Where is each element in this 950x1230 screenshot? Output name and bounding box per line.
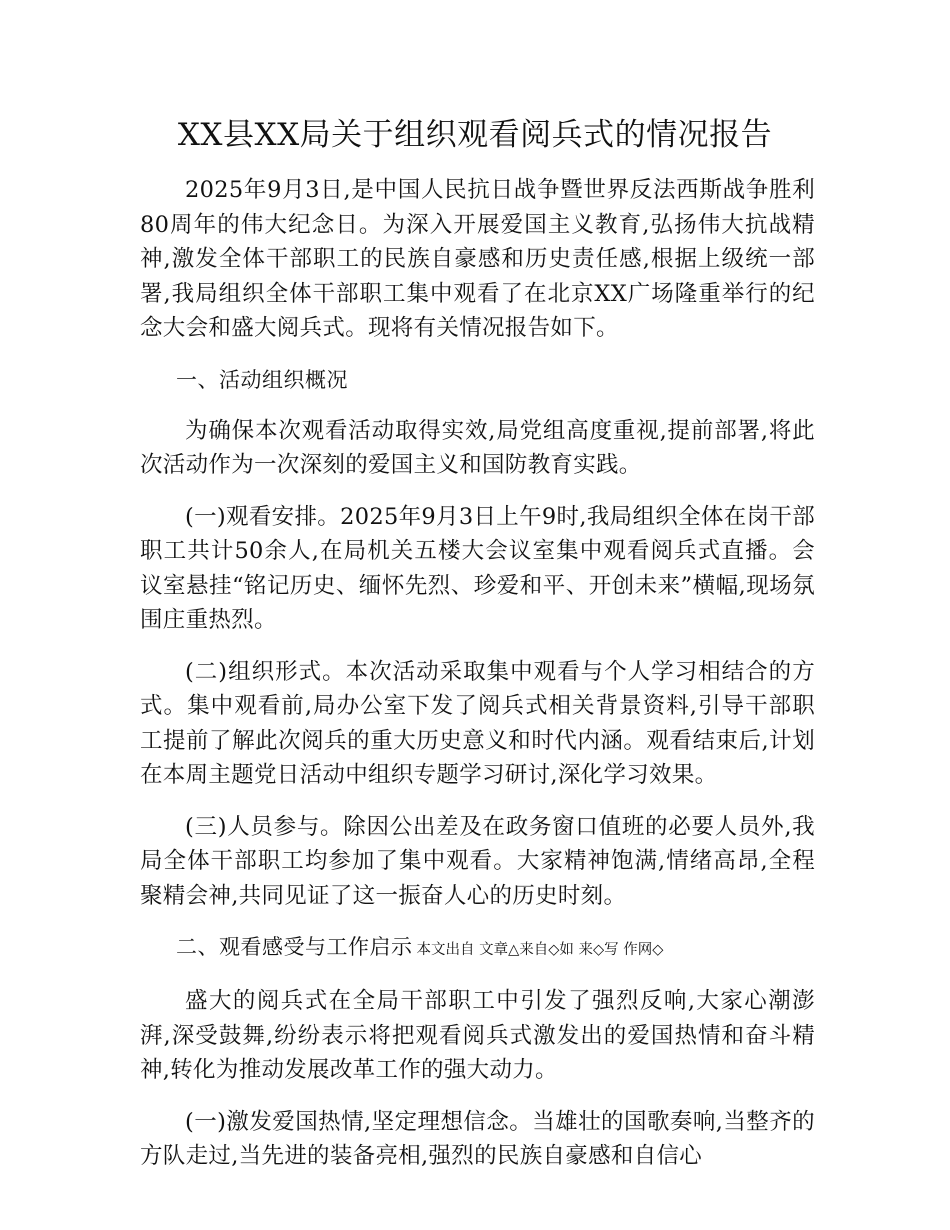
body-paragraph: (二)组织形式。本次活动采取集中观看与个人学习相结合的方式。集中观看前,局办公室下发了阅兵式相关背景资料,引导干部职工提前了解此次阅兵的重大历史意义和时代内涵。观看结束后,计划在本周主题党日活动中组织专题学习研讨,深化学习效果。: [140, 658, 815, 788]
body-paragraph: (一)观看安排。2025年9月3日上午9时,我局组织全体在岗干部职工共计50余人,在局机关五楼大会议室集中观看阅兵式直播。会议室悬挂“铭记历史、缅怀先烈、珍爱和平、开创未来”横幅,现场氛围庄重热烈。: [140, 503, 815, 633]
body-paragraph: 为确保本次观看活动取得实效,局党组高度重视,提前部署,将此次活动作为一次深刻的爱国主义和国防教育实践。: [140, 417, 815, 478]
intro-paragraph: 2025年9月3日,是中国人民抗日战争暨世界反法西斯战争胜利80周年的伟大纪念日。为深入开展爱国主义教育,弘扬伟大抗战精神,激发全体干部职工的民族自豪感和历史责任感,根据上级统一部署,我局组织全体干部职工集中观看了在北京XX广场隆重举行的纪念大会和盛大阅兵式。现将有关情况报告如下。: [140, 177, 815, 341]
body-paragraph: 盛大的阅兵式在全局干部职工中引发了强烈反响,大家心潮澎湃,深受鼓舞,纷纷表示将把观看阅兵式激发出的爱国热情和奋斗精神,转化为推动发展改革工作的强大动力。: [140, 988, 815, 1083]
document-title: XX县XX局关于组织观看阅兵式的情况报告: [177, 117, 773, 153]
document-body: [140, 173, 815, 1191]
section-heading-2-text: 二、观看感受与工作启示: [176, 935, 413, 959]
section-heading-1: 一、活动组织概况: [176, 367, 348, 392]
source-watermark-note: 本文出自 文章△来自◇如 来◇写 作网◇: [416, 942, 664, 958]
body-paragraph: (一)激发爱国热情,坚定理想信念。当雄壮的国歌奏响,当整齐的方队走过,当先进的装备亮相,强烈的民族自豪感和自信心: [140, 1108, 815, 1169]
section-heading-2: [140, 930, 815, 967]
body-paragraph: (三)人员参与。除因公出差及在政务窗口值班的必要人员外,我局全体干部职工均参加了集中观看。大家精神饱满,情绪高昂,全程聚精会神,共同见证了这一振奋人心的历史时刻。: [140, 813, 815, 909]
